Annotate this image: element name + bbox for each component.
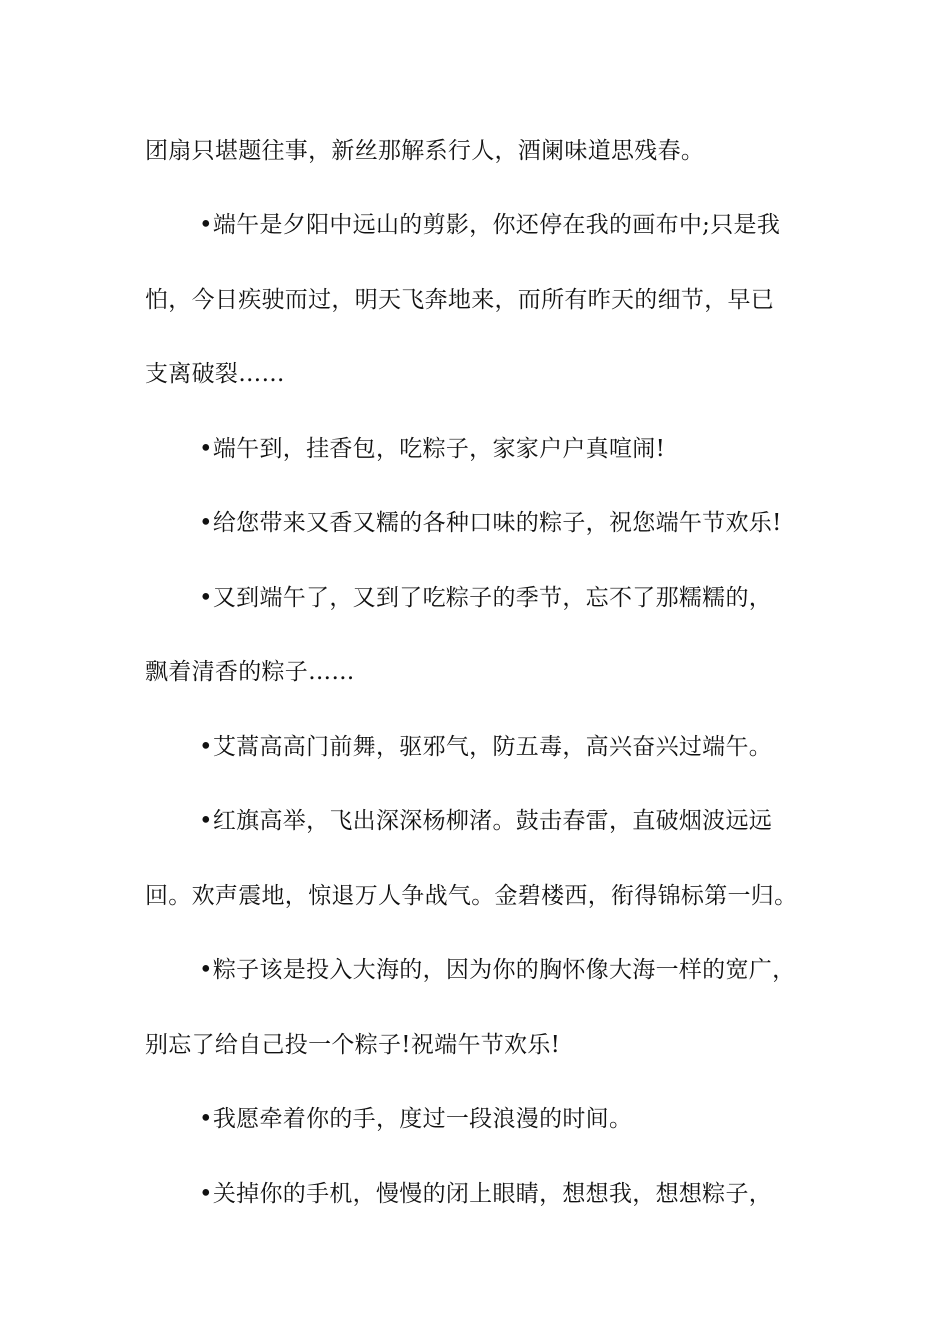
text-line-7: •又到端午了，又到了吃粽子的季节，忘不了那糯糯的，: [199, 585, 773, 611]
text-line-15: •关掉你的手机，慢慢的闭上眼睛，想想我，想想粽子，: [199, 1181, 773, 1207]
text-line-4: 支离破裂……: [145, 361, 285, 387]
text-line-10: •红旗高举，飞出深深杨柳渚。鼓击春雷，直破烟波远远: [199, 808, 773, 834]
text-line-2: •端午是夕阳中远山的剪影，你还停在我的画布中;只是我: [199, 212, 781, 238]
text-line-14: •我愿牵着你的手，度过一段浪漫的时间。: [199, 1106, 633, 1132]
text-line-1: 团扇只堪题往事，新丝那解系行人，酒阑味道思残春。: [145, 138, 705, 164]
text-line-9: •艾蒿高高门前舞，驱邪气，防五毒，高兴奋兴过端午。: [199, 734, 773, 760]
text-line-3: 怕，今日疾驶而过，明天飞奔地来，而所有昨天的细节，早已: [145, 287, 775, 313]
text-line-6: •给您带来又香又糯的各种口味的粽子，祝您端午节欢乐!: [199, 510, 782, 536]
text-line-8: 飘着清香的粽子……: [145, 659, 355, 685]
text-line-12: •粽子该是投入大海的，因为你的胸怀像大海一样的宽广，: [199, 957, 796, 983]
text-line-13: 别忘了给自己投一个粽子!祝端午节欢乐!: [145, 1032, 561, 1058]
text-line-5: •端午到，挂香包，吃粽子，家家户户真喧闹!: [199, 436, 666, 462]
text-line-11: 回。欢声震地，惊退万人争战气。金碧楼西，衔得锦标第一归。: [145, 883, 798, 909]
